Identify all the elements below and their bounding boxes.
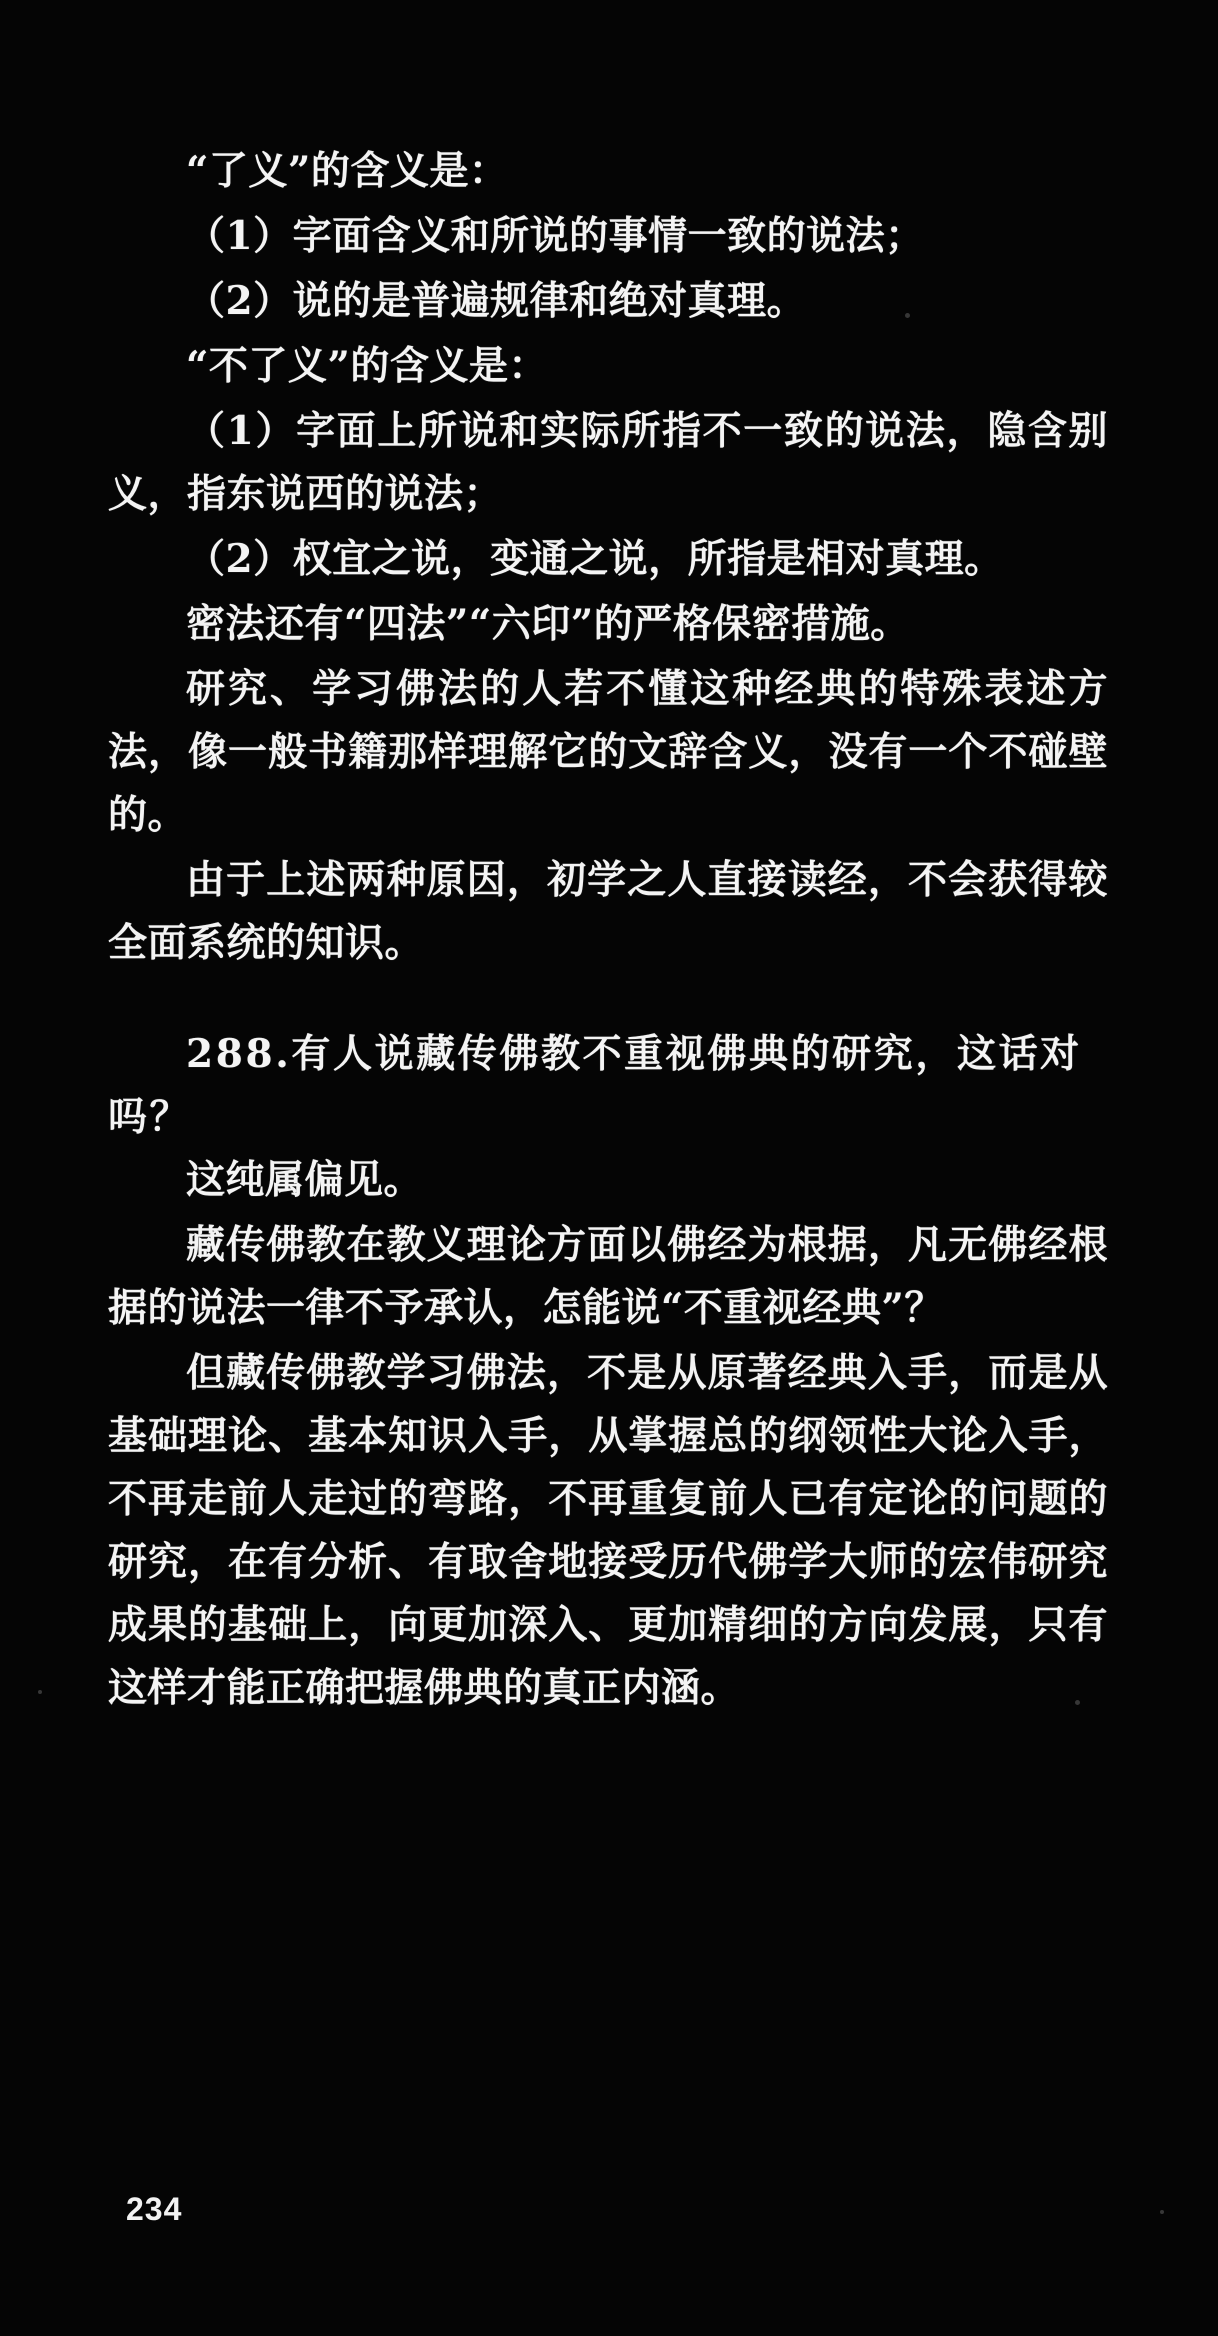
paragraph: （2）说的是普遍规律和绝对真理。 [186, 278, 807, 324]
paragraph: 但藏传佛教学习佛法，不是从原著经典入手，而是从基础理论、基本知识入手，从掌握总的纲领性大论入手，不再走前人走过的弯路，不再重复前人已有定论的问题的研究，在有分析、有取舍地接受历代佛学大师的宏伟研究成果的基础上，向更加深入、更加精细的方向发展，只有这样才能正确把握佛典的真正内涵。 [108, 1350, 1108, 1711]
page-number: 234 [126, 2191, 183, 2227]
section-spacer [108, 977, 1108, 1023]
page-speck [38, 1690, 42, 1694]
paragraph: 研究、学习佛法的人若不懂这种经典的特殊表述方法，像一般书籍那样理解它的文辞含义，没有一个不碰壁的。 [108, 666, 1108, 838]
paragraph: “不了义”的含义是： [186, 343, 548, 389]
paragraph: 藏传佛教在教义理论方面以佛经为根据，凡无佛经根据的说法一律不予承认，怎能说“不重视经典”？ [108, 1222, 1108, 1331]
paragraph: 由于上述两种原因，初学之人直接读经，不会获得较全面系统的知识。 [108, 857, 1108, 966]
page-body [108, 140, 1108, 1722]
paragraph: （1）字面上所说和实际所指不一致的说法，隐含别义，指东说西的说法； [108, 408, 1108, 517]
paragraph: （2）权宜之说，变通之说，所指是相对真理。 [186, 536, 1004, 582]
paragraph: 密法还有“四法”“六印”的严格保密措施。 [186, 601, 910, 647]
question-heading: 288.有人说藏传佛教不重视佛典的研究，这话对吗？ [108, 1031, 1082, 1140]
page-speck [1160, 2210, 1164, 2214]
paragraph: （1）字面含义和所说的事情一致的说法； [186, 213, 925, 259]
paragraph: 这纯属偏见。 [186, 1157, 424, 1203]
paragraph: “了义”的含义是： [186, 148, 509, 194]
